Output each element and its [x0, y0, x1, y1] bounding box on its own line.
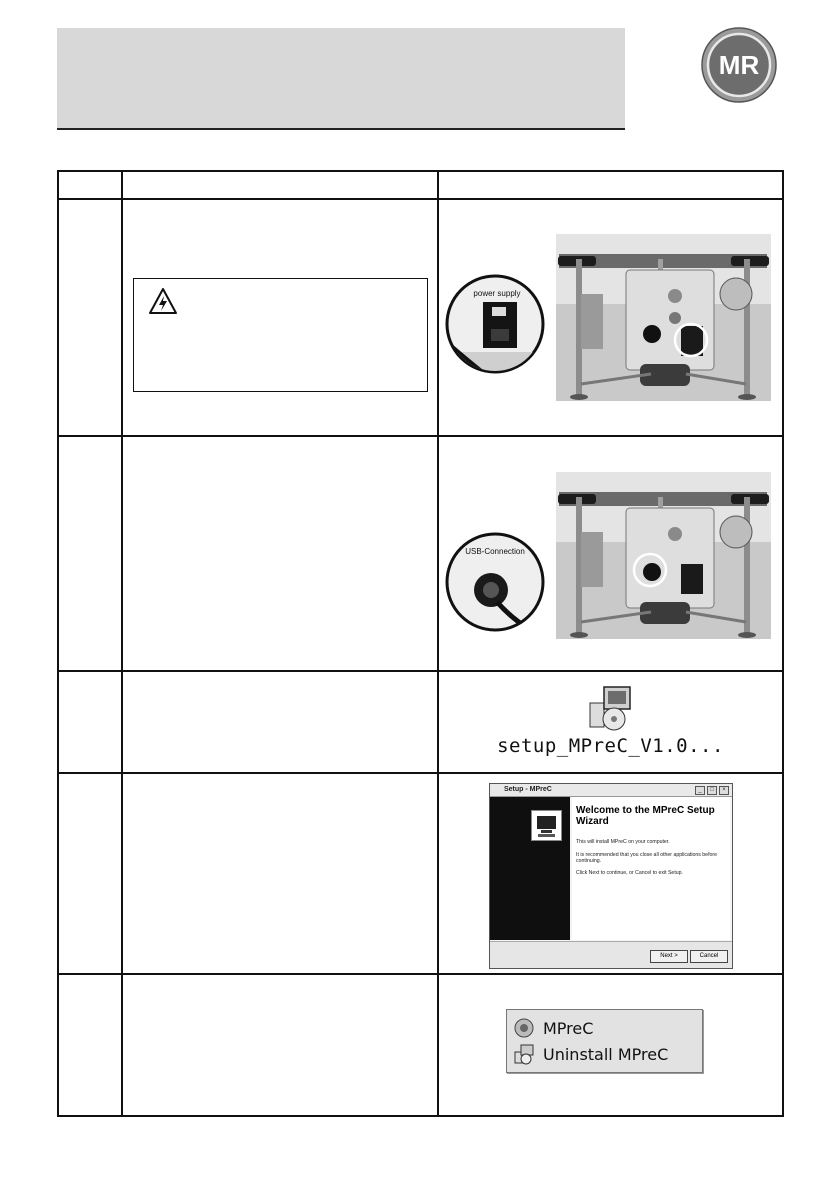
minimize-button[interactable]: _ [695, 786, 705, 795]
device-photo [556, 234, 771, 401]
wizard-titlebar [490, 784, 732, 797]
maximize-button[interactable]: □ [707, 786, 717, 795]
logo-text: MR [718, 50, 760, 80]
header-band [57, 28, 625, 128]
menu-item-mprec[interactable] [513, 1016, 696, 1040]
mprec-app-icon [513, 1017, 535, 1039]
header-rule [57, 128, 625, 130]
close-button[interactable]: × [719, 786, 729, 795]
steps-table [57, 170, 784, 1117]
next-button[interactable]: Next > [650, 950, 688, 963]
table-row [58, 974, 783, 1116]
header-cell-step [58, 171, 122, 199]
table-header-row [58, 171, 783, 199]
header-cell-action [122, 171, 438, 199]
cancel-button[interactable]: Cancel [690, 950, 728, 963]
electric-hazard-icon [148, 287, 178, 315]
step-number-cell [58, 436, 122, 671]
menu-item-label: MPreC [543, 1018, 594, 1038]
step-number-cell [58, 974, 122, 1116]
wizard-footer [490, 941, 732, 969]
uninstall-icon [513, 1043, 535, 1065]
mr-logo [700, 26, 778, 104]
setup-installer-icon[interactable] [586, 683, 636, 733]
setup-file-label: setup_MPreC_V1.0... [497, 735, 724, 757]
power-supply-zoom [445, 274, 545, 374]
wizard-title: Welcome to the MPreC Setup Wizard [576, 805, 715, 827]
power-supply-label: power supply [473, 289, 521, 298]
table-row [58, 436, 783, 671]
usb-connection-label: USB-Connection [465, 547, 525, 556]
step-number-cell [58, 199, 122, 436]
wizard-paragraph: It is recommended that you close all other applications before continuing. [576, 852, 718, 865]
wizard-paragraph: Click Next to continue, or Cancel to exit Setup. [576, 870, 683, 876]
header-cell-illustration [438, 171, 783, 199]
step-image-cell [438, 671, 783, 773]
step-image-cell [438, 773, 783, 974]
start-menu-group [506, 1009, 703, 1073]
warning-box [133, 278, 428, 392]
table-row [58, 773, 783, 974]
step-image-cell [438, 436, 783, 671]
step-image-cell [438, 199, 783, 436]
step-text-cell [122, 199, 438, 436]
wizard-side-banner [490, 797, 570, 940]
setup-wizard-window [489, 783, 733, 969]
menu-item-label: Uninstall MPreC [543, 1044, 669, 1064]
wizard-window-title: Setup - MPreC [504, 786, 552, 793]
setup-computer-icon [531, 810, 562, 841]
step-text-cell [122, 671, 438, 773]
table-row [58, 199, 783, 436]
wizard-paragraph: This will install MPreC on your computer. [576, 839, 670, 845]
table-row [58, 671, 783, 773]
wizard-content [572, 797, 730, 940]
step-number-cell [58, 671, 122, 773]
step-text-cell [122, 773, 438, 974]
step-image-cell [438, 974, 783, 1116]
step-text-cell [122, 974, 438, 1116]
menu-item-uninstall[interactable] [513, 1042, 696, 1066]
usb-connection-zoom [445, 532, 545, 632]
device-photo [556, 472, 771, 639]
step-text-cell [122, 436, 438, 671]
step-number-cell [58, 773, 122, 974]
